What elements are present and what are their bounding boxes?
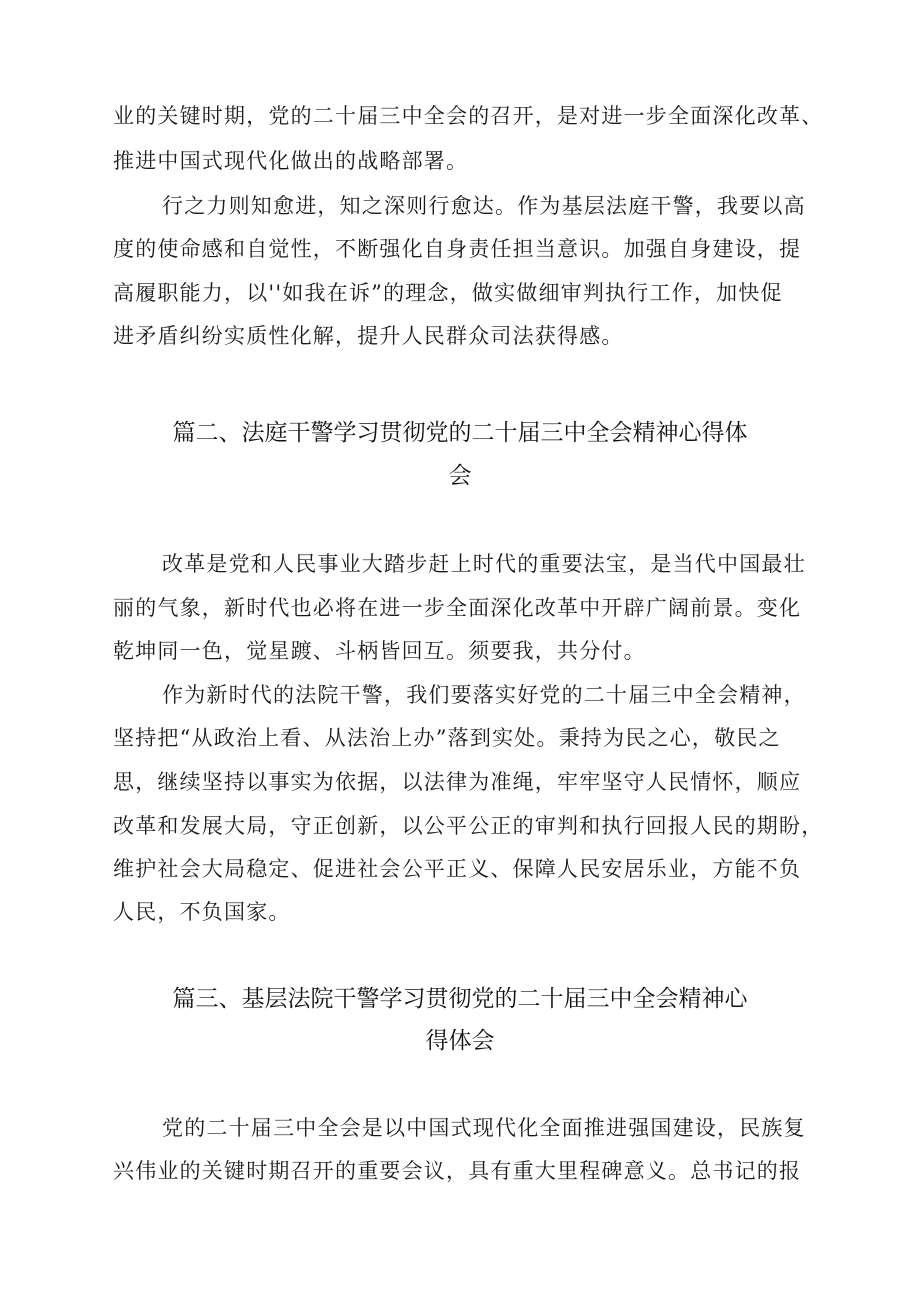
paragraph-line: 维护社会大局稳定、促进社会公平正义、保障人民安居乐业，方能不负 [113,857,802,881]
paragraph-line: 兴伟业的关键时期召开的重要会议，具有重大里程碑意义。总书记的报 [113,1159,802,1183]
section-heading: 篇三、基层法院干警学习贯彻党的二十届三中全会精神心 [172,986,748,1012]
paragraph-line: 推进中国式现代化做出的战略部署。 [113,149,469,173]
paragraph-line: 乾坤同一色，觉星踱、斗柄皆回互。须要我，共分付。 [113,639,646,663]
paragraph-line: 丽的气象，新时代也必将在进一步全面深化改革中开辟广阔前景。变化 [113,596,802,620]
paragraph-line: 高履职能力，以''如我在诉”的理念，做实做细审判执行工作，加快促 [113,281,783,305]
paragraph-line: 作为新时代的法院干警，我们要落实好党的二十届三中全会精神， [162,683,806,707]
paragraph-line: 度的使命感和自觉性，不断强化自身责任担当意识。加强自身建设，提 [113,237,802,261]
paragraph-line: 行之力则知愈进，知之深则行愈达。作为基层法庭干警，我要以高 [162,194,806,218]
section-heading: 篇二、法庭干警学习贯彻党的二十届三中全会精神心得体 [172,420,748,446]
paragraph-line: 改革和发展大局，守正创新，以公平公正的审判和执行回报人民的期盼， [113,814,824,838]
paragraph-line: 党的二十届三中全会是以中国式现代化全面推进强国建设，民族复 [162,1116,806,1140]
paragraph-line: 业的关键时期，党的二十届三中全会的召开，是对进一步全面深化改革、 [113,104,824,128]
section-heading-continued: 得体会 [425,1028,495,1054]
paragraph-line: 进矛盾纠纷实质性化解，提升人民群众司法获得感。 [113,324,624,348]
paragraph-line: 坚持把“从政治上看、从法治上办”落到实处。秉持为民之心，敬民之 [113,726,781,750]
section-heading-continued: 会 [448,463,472,489]
paragraph-line: 人民，不负国家。 [113,900,291,924]
paragraph-line: 思，继续坚持以事实为依据，以法律为准绳，牢牢坚守人民情怀，顺应 [113,770,802,794]
paragraph-line: 改革是党和人民事业大踏步赶上时代的重要法宝，是当代中国最壮 [162,552,806,576]
